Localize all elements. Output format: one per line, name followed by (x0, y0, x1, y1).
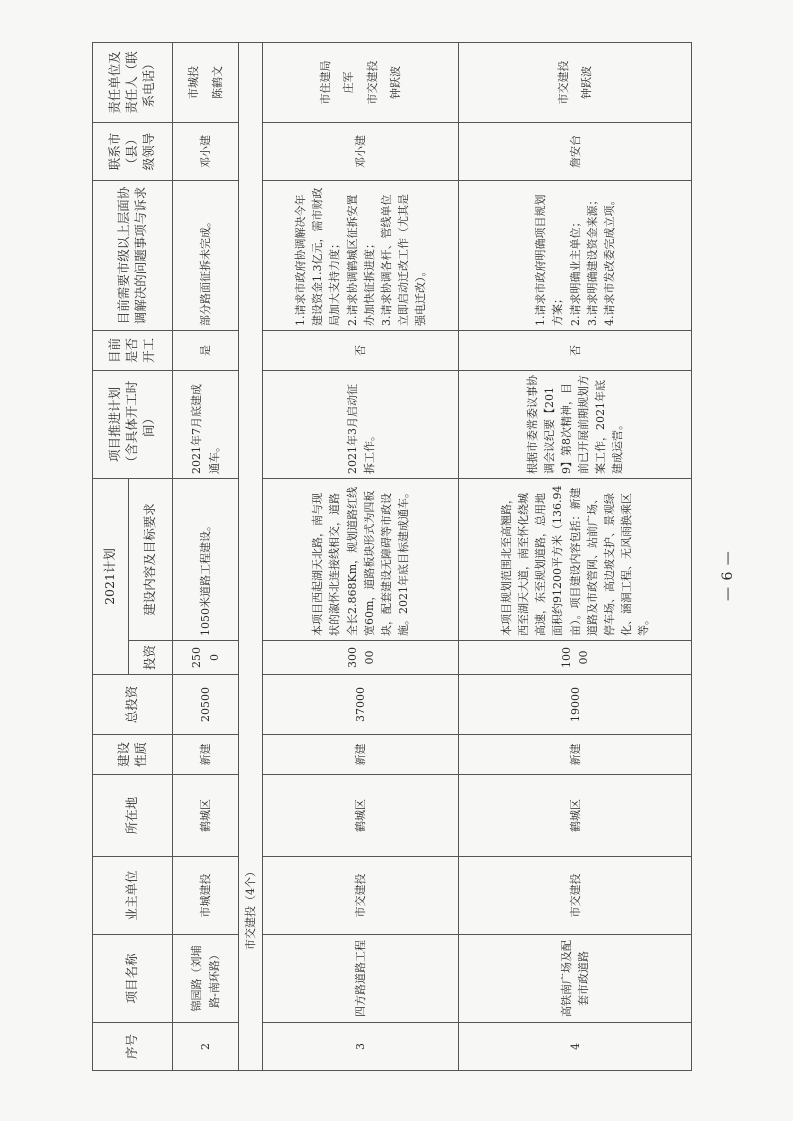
cell-seq: 3 (263, 1023, 459, 1071)
cell-total-investment: 19000 (459, 675, 692, 735)
header-row-1 (93, 43, 129, 1071)
cell-responsible (173, 43, 239, 123)
header-owner: 业主单位 (93, 857, 173, 935)
cell-investment: 2500 (173, 641, 239, 675)
header-leader: 联系市（县）级领导 (93, 123, 173, 181)
header-content: 建设内容及目标要求 (129, 479, 173, 641)
header-nature: 建设性质 (93, 735, 173, 775)
cell-seq: 2 (173, 1023, 239, 1071)
cell-owner: 市交建投 (459, 857, 692, 935)
responsible-line: 陈鹤文 (210, 66, 224, 99)
cell-name: 四方路道路工程 (263, 935, 459, 1023)
header-name: 项目名称 (93, 935, 173, 1023)
cell-investment: 30000 (263, 641, 459, 675)
header-started: 目前是否开工 (93, 331, 173, 371)
cell-nature: 新建 (263, 735, 459, 775)
cell-leader: 邓小建 (173, 123, 239, 181)
category-row (239, 43, 263, 1071)
cell-content: 1050米道路工程建设。 (173, 479, 239, 641)
cell-schedule: 根据市委常委议事协调会议纪要【2019】第8次精神，目前已开展前期规划方案工作，2021年底建成运营。 (459, 371, 692, 479)
table-row (459, 43, 692, 1071)
header-responsible: 责任单位及责任人（联系电话） (93, 43, 173, 123)
issue-line: 3.请求明确建设资金来源； (585, 194, 599, 326)
responsible-line: 市交建投 (365, 60, 379, 105)
issue-line: 1.请求市政府明确项目规划方案； (534, 194, 565, 326)
project-table (92, 42, 692, 1071)
cell-started: 否 (263, 331, 459, 371)
cell-schedule: 2021年3月启动征拆工作。 (263, 371, 459, 479)
cell-location: 鹤城区 (263, 775, 459, 857)
header-schedule: 项目推进计划（含具体开工时间） (93, 371, 173, 479)
cell-content: 本项目规划范围北至高翘路，西至湖天大道，南至怀化绕城高速，东至规划道路，总用地面积约91200平方米（136.94亩）。项目建设内容包括：新建道路及市政管网、站前广场、停车场、高边坡支护、景观绿化、涵洞工程、无风雨换乘区等。 (459, 479, 692, 641)
responsible-line: 市住建局 (319, 60, 333, 105)
issue-line: 2.请求明确业主单位； (568, 216, 582, 326)
header-plan-2021: 2021计划 (93, 479, 129, 675)
table-row (173, 43, 239, 1071)
issue-line: 4.请求市发改委完成立项。 (602, 194, 616, 326)
cell-issues (459, 181, 692, 331)
cell-seq: 4 (459, 1023, 692, 1071)
cell-issues (263, 181, 459, 331)
header-seq: 序号 (93, 1023, 173, 1071)
responsible-line: 市交建投 (556, 60, 570, 105)
cell-investment: 10000 (459, 641, 692, 675)
responsible-line: 市城投 (187, 66, 201, 99)
cell-name: 锦园路（刘埔路-南环路） (173, 935, 239, 1023)
cell-leader: 詹安台 (459, 123, 692, 181)
cell-responsible (459, 43, 692, 123)
responsible-line: 钟跃波 (388, 66, 402, 99)
cell-leader: 邓小建 (263, 123, 459, 181)
cell-total-investment: 20500 (173, 675, 239, 735)
cell-owner: 市交建投 (263, 857, 459, 935)
cell-name: 高铁南广场及配套市政道路 (459, 935, 692, 1023)
header-investment: 投资 (129, 641, 173, 675)
cell-content: 本项目西起湖天北路，南与现状的溆怀北连接线相交，道路全长2.868Km，规划道路红线宽60m，道路板块形式为四板块，配套建设无障碍等市政设施。2021年底目标建成通车。 (263, 479, 459, 641)
header-issues: 目前需要市级以上层面协调解决的问题事项与诉求 (93, 181, 173, 331)
category-label: 市交建投（4个） (239, 43, 263, 1071)
cell-started: 是 (173, 331, 239, 371)
header-location: 所在地 (93, 775, 173, 857)
cell-total-investment: 37000 (263, 675, 459, 735)
cell-owner: 市城建投 (173, 857, 239, 935)
issue-line: 部分路面征拆未完成。 (198, 216, 212, 326)
table-row (263, 43, 459, 1071)
rotated-table-wrapper (92, 43, 691, 1071)
cell-location: 鹤城区 (173, 775, 239, 857)
responsible-line: 庄军 (342, 71, 356, 94)
cell-responsible (263, 43, 459, 123)
issue-line: 1.请求市政府协调解决今年建设资金1.3亿元，需市财政局加大支持力度； (294, 187, 342, 326)
responsible-line: 钟跃波 (580, 66, 594, 99)
page-number: — 6 — (720, 550, 736, 601)
cell-issues (173, 181, 239, 331)
cell-schedule: 2021年7月底建成通车。 (173, 371, 239, 479)
cell-location: 鹤城区 (459, 775, 692, 857)
cell-nature: 新建 (459, 735, 692, 775)
cell-nature: 新建 (173, 735, 239, 775)
cell-started: 否 (459, 331, 692, 371)
header-total-investment: 总投资 (93, 675, 173, 735)
issue-line: 3.请求协调各杆、管线单位立即启动迁改工作（尤其是强电迁改）。 (379, 194, 427, 326)
issue-line: 2.请求协调鹤城区征拆安置办加快征拆进度； (345, 194, 376, 326)
